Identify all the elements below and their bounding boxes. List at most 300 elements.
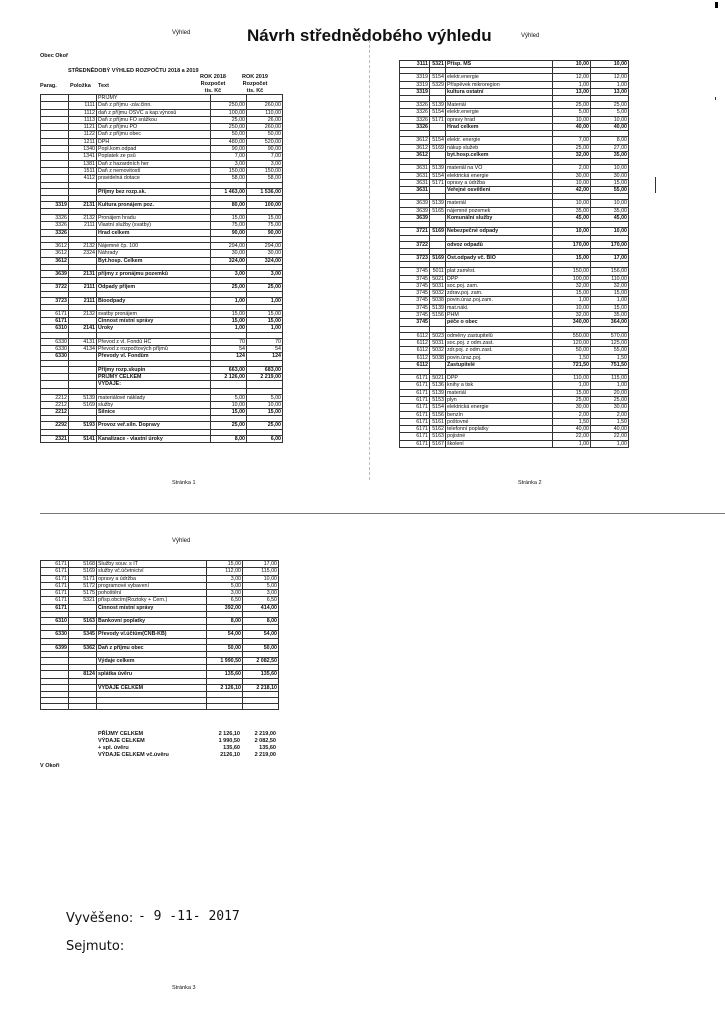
table-row [41, 310, 283, 317]
cell-2018: 50,00 [207, 644, 243, 651]
cell-polozka: 2111 [69, 284, 97, 291]
cell-2019: 2 082,50 [243, 657, 279, 664]
table-row [400, 144, 629, 151]
cell-text [97, 703, 207, 709]
cell-parag: 6112 [400, 354, 430, 361]
page1-number: Stránka 1 [172, 480, 196, 486]
cell-parag: 6171 [400, 433, 430, 440]
cell-2018: 1,00 [211, 325, 247, 332]
cell-2018: 10,00 [553, 304, 591, 311]
cell-text: Daň z příjmu obec [97, 131, 211, 138]
table-row [400, 61, 629, 68]
cell-polozka: 5038 [430, 297, 446, 304]
cell-text: Převody vl.účtům(ČNB-KB) [97, 631, 207, 638]
cell-parag [41, 124, 69, 131]
cell-2019: 15,00 [591, 179, 629, 186]
column-divider [369, 40, 370, 480]
cell-2019: 40,00 [591, 124, 629, 131]
cell-text: Přísp. MŠ [446, 61, 553, 68]
page-header-right: Výhled [521, 33, 540, 39]
cell-2018: 15,00 [207, 561, 243, 568]
cell-2019 [247, 381, 283, 388]
cell-2018: 15,00 [553, 254, 591, 261]
cell-parag: 6330 [41, 353, 69, 360]
table-row [41, 270, 283, 277]
cell-polozka: 5162 [430, 426, 446, 433]
cell-2018: 1,00 [211, 297, 247, 304]
cell-text: opravy hrad [446, 116, 553, 123]
cell-parag [41, 109, 69, 116]
table-row [41, 243, 283, 250]
cell-polozka: 5169 [430, 254, 446, 261]
table-row [41, 684, 279, 691]
cell-2019: 124 [247, 353, 283, 360]
cell-polozka: 5154 [430, 109, 446, 116]
cell-text: VÝDAJE CELKEM [97, 684, 207, 691]
cell-text: soc.poj. zam. [446, 282, 553, 289]
cell-polozka: 1122 [69, 131, 97, 138]
cell-parag: 3745 [400, 319, 430, 326]
table-row [41, 153, 283, 160]
cell-parag [41, 366, 69, 373]
cell-polozka: 5156 [430, 411, 446, 418]
summary-block [98, 731, 288, 759]
cell-2018: 120,00 [553, 339, 591, 346]
table-row [400, 74, 629, 81]
table-row [41, 644, 279, 651]
cell-parag: 3326 [41, 215, 69, 222]
cell-2018: 2,00 [553, 411, 591, 418]
table-row [400, 109, 629, 116]
cell-parag: 2321 [41, 435, 69, 442]
table-row [400, 332, 629, 339]
cell-polozka: 5321 [69, 597, 97, 604]
cell-2019: 25,00 [247, 284, 283, 291]
cell-2018: 40,00 [553, 124, 591, 131]
cell-2019: 27,00 [591, 144, 629, 151]
table-row [41, 160, 283, 167]
cell-2018: 110,00 [553, 375, 591, 382]
table-row [400, 347, 629, 354]
cell-parag: 6171 [400, 382, 430, 389]
cell-text: poštovné [446, 418, 553, 425]
cell-2019: 135,60 [243, 671, 279, 678]
cell-text: materiál na VO [446, 165, 553, 172]
cell-2018: 80,00 [211, 201, 247, 208]
cell-2018: 10,00 [553, 179, 591, 186]
cell-2019: 15,00 [247, 215, 283, 222]
cell-2018: 1,00 [553, 382, 591, 389]
cell-text: přísp.obcím(Roztoky + Čern.) [97, 597, 207, 604]
cell-polozka [69, 373, 97, 380]
cell-parag: 6171 [400, 389, 430, 396]
cell-2018: 58,00 [211, 175, 247, 182]
cell-polozka: 5139 [430, 389, 446, 396]
cell-2019: 90,00 [247, 229, 283, 236]
table-row [41, 102, 283, 109]
cell-text: Převody vl. Fondům [97, 353, 211, 360]
cell-text: mat.nákl. [446, 304, 553, 311]
cell-parag: 6310 [41, 325, 69, 332]
cell-2019 [243, 703, 279, 709]
cell-2018: 1,50 [553, 418, 591, 425]
table-row [41, 657, 279, 664]
cell-parag: 2212 [41, 394, 69, 401]
cell-2018: 112,00 [207, 568, 243, 575]
cell-parag: 6112 [400, 361, 430, 368]
cell-2018: 30,00 [211, 250, 247, 257]
cell-text: VÝDAJE: [97, 381, 211, 388]
cell-polozka [69, 366, 97, 373]
cell-parag: 2212 [41, 409, 69, 416]
table-row [400, 319, 629, 326]
cell-polozka: 5141 [69, 435, 97, 442]
cell-text: elektr.energie [446, 74, 553, 81]
cell-polozka: 5139 [430, 102, 446, 109]
cell-text: školení [446, 440, 553, 447]
cell-parag: 6330 [41, 346, 69, 353]
table-row [400, 275, 629, 282]
posted-label: Vyvěšeno: [66, 911, 134, 926]
cell-text: byt.hosp.celkem [446, 151, 553, 158]
cell-polozka: 5165 [430, 207, 446, 214]
cell-text: Náhrady [97, 250, 211, 257]
cell-2018: 54 [211, 346, 247, 353]
cell-2019: 2 219,00 [247, 373, 283, 380]
cell-parag [41, 188, 69, 195]
table-row [41, 188, 283, 195]
cell-2019: 2 218,10 [243, 684, 279, 691]
cell-2019: 20,00 [591, 389, 629, 396]
table-row [400, 304, 629, 311]
cell-2019: 13,00 [591, 88, 629, 95]
cell-2018: 54,00 [207, 631, 243, 638]
cell-2018: 25,00 [211, 422, 247, 429]
cell-polozka [69, 257, 97, 264]
table-row [41, 631, 279, 638]
cell-2018: 663,00 [211, 366, 247, 373]
table-row [41, 318, 283, 325]
cell-parag: 3723 [41, 297, 69, 304]
cell-polozka [430, 124, 446, 131]
cell-text: povin.úraz.poj. [446, 354, 553, 361]
cell-2019: 1,00 [591, 297, 629, 304]
cell-2018: 22,00 [553, 433, 591, 440]
page3-number: Stránka 3 [172, 985, 196, 991]
page-header-left: Výhled [172, 30, 191, 36]
table-row [41, 671, 279, 678]
cell-polozka [69, 229, 97, 236]
cell-2019: 3,00 [247, 270, 283, 277]
cell-2018: 15,00 [553, 389, 591, 396]
cell-parag: 3319 [400, 88, 430, 95]
cell-parag [41, 167, 69, 174]
cell-2018: 5,00 [211, 394, 247, 401]
cell-2018: 30,00 [553, 172, 591, 179]
cell-2019: 10,00 [591, 200, 629, 207]
cell-2019: 7,00 [247, 153, 283, 160]
cell-2019: 35,00 [591, 312, 629, 319]
cell-text: kultura ostatní [446, 88, 553, 95]
cell-polozka [69, 409, 97, 416]
table-row [41, 167, 283, 174]
cell-text: Odpady příjem [97, 284, 211, 291]
cell-2019: 1,50 [591, 418, 629, 425]
cell-text: opravy a údržba [97, 575, 207, 582]
cell-polozka: 5139 [430, 304, 446, 311]
cell-polozka: 5169 [69, 568, 97, 575]
cell-2018: 1,00 [553, 440, 591, 447]
cell-parag: 6171 [41, 575, 69, 582]
cell-2018 [207, 703, 243, 709]
table-row [41, 394, 283, 401]
cell-2018: 6,50 [207, 597, 243, 604]
table-row [400, 290, 629, 297]
cell-text: Příspěvek mikroregion [446, 81, 553, 88]
cell-parag: 6112 [400, 347, 430, 354]
table-row [400, 361, 629, 368]
cell-2019: 50,00 [243, 644, 279, 651]
cell-polozka: 1381 [69, 160, 97, 167]
cell-polozka: 2324 [69, 250, 97, 257]
table-row [400, 241, 629, 248]
cell-parag: 6171 [41, 568, 69, 575]
cell-2019: 10,00 [591, 116, 629, 123]
margin-mark [655, 177, 656, 193]
cell-2019: 15,00 [247, 310, 283, 317]
summary-row: VÝDAJE CELKEM vč.úvěru 2126,10 2 219,00 [98, 752, 276, 758]
cell-text: povin.úraz.poj.zam. [446, 297, 553, 304]
cell-polozka: 5167 [430, 440, 446, 447]
table-row [400, 116, 629, 123]
cell-2018: 480,00 [211, 138, 247, 145]
table-row [41, 373, 283, 380]
cell-2019: 70 [247, 338, 283, 345]
cell-2019: 100,00 [247, 201, 283, 208]
cell-text: Materiál [446, 102, 553, 109]
cell-parag [41, 671, 69, 678]
cell-2019: 1,00 [247, 325, 283, 332]
cell-text: programové vybavení [97, 582, 207, 589]
cell-polozka [69, 318, 97, 325]
cell-2018: 10,00 [553, 61, 591, 68]
margin-dot [715, 97, 716, 100]
cell-2018: 3,00 [211, 160, 247, 167]
table-row [400, 102, 629, 109]
cell-2019: 115,00 [243, 568, 279, 575]
cell-polozka: 4112 [69, 175, 97, 182]
cell-2018: 42,00 [553, 187, 591, 194]
page-title: Návrh střednědobého výhledu [247, 26, 492, 45]
table-row [400, 375, 629, 382]
table-row [41, 618, 279, 625]
cell-polozka [430, 319, 446, 326]
cell-2018: 32,00 [553, 282, 591, 289]
cell-2018 [211, 381, 247, 388]
budget-table-page1 [40, 94, 283, 443]
cell-text: Bioodpady [97, 297, 211, 304]
cell-polozka: 1113 [69, 116, 97, 123]
cell-2019: 1,00 [591, 382, 629, 389]
cell-parag [41, 373, 69, 380]
cell-2019: 10,00 [243, 575, 279, 582]
corner-mark [715, 2, 718, 8]
table-row [400, 418, 629, 425]
cell-text: Daň z příjmu -záv.činn. [97, 102, 211, 109]
cell-2019: 26,00 [247, 116, 283, 123]
cell-parag: 3326 [400, 116, 430, 123]
cell-2018: 2 126,00 [211, 373, 247, 380]
cell-text: nájemné pozemek [446, 207, 553, 214]
cell-text: Příjmy bez rozp.sk. [97, 188, 211, 195]
cell-text: Nájemné čp. 100 [97, 243, 211, 250]
cell-polozka [430, 187, 446, 194]
cell-parag: 3745 [400, 275, 430, 282]
cell-polozka [69, 95, 97, 102]
cell-polozka: 5154 [430, 74, 446, 81]
cell-polozka: 1340 [69, 146, 97, 153]
cell-2018: 32,00 [553, 312, 591, 319]
cell-2019: 751,50 [591, 361, 629, 368]
cell-2019: 5,00 [591, 109, 629, 116]
cell-2018: 10,00 [211, 401, 247, 408]
table-row [400, 207, 629, 214]
table-row [41, 435, 283, 442]
cell-2019: 683,00 [247, 366, 283, 373]
cell-parag: 3612 [41, 257, 69, 264]
cell-polozka [430, 88, 446, 95]
cell-parag: 6171 [400, 411, 430, 418]
table-row [41, 175, 283, 182]
cell-parag: 6171 [41, 310, 69, 317]
cell-2018: 15,00 [211, 409, 247, 416]
cell-2019: 156,00 [591, 268, 629, 275]
table-row [41, 422, 283, 429]
cell-text: elektr. energie [446, 137, 553, 144]
cell-2018: 2,00 [553, 165, 591, 172]
cell-2018: 13,00 [553, 88, 591, 95]
cell-polozka: 5171 [430, 179, 446, 186]
cell-text: Kanalizace - vlastní úroky [97, 435, 211, 442]
cell-polozka: 5169 [69, 401, 97, 408]
cell-polozka [430, 241, 446, 248]
cell-2019: 8,00 [243, 618, 279, 625]
col-header-parag: Parag. [40, 83, 57, 89]
cell-text: plat zaměst. [446, 268, 553, 275]
cell-2019: 15,00 [247, 318, 283, 325]
cell-text: PŘÍJMY [97, 95, 211, 102]
cell-2018: 324,00 [211, 257, 247, 264]
table-row [41, 597, 279, 604]
table-row [41, 297, 283, 304]
table-row [400, 426, 629, 433]
cell-text: Kultura pronájem poz. [97, 201, 211, 208]
cell-text: odměny zastupitelů [446, 332, 553, 339]
cell-text: pohoštění [97, 590, 207, 597]
org-name: Obec Okoř [40, 53, 69, 59]
cell-2019: 110,00 [247, 109, 283, 116]
cell-polozka: 5154 [430, 172, 446, 179]
cell-text: Činnost místní správy [97, 604, 207, 611]
table-row [400, 151, 629, 158]
cell-parag: 3723 [400, 254, 430, 261]
table-row [400, 268, 629, 275]
table-row [41, 381, 283, 388]
table-row [400, 440, 629, 447]
cell-parag: 3612 [400, 151, 430, 158]
cell-2018: 1,50 [553, 354, 591, 361]
cell-2019: 55,00 [591, 187, 629, 194]
cell-parag [41, 102, 69, 109]
table-row [41, 109, 283, 116]
cell-parag [41, 95, 69, 102]
table-row [41, 201, 283, 208]
table-row [400, 88, 629, 95]
cell-2019: 30,00 [247, 250, 283, 257]
cell-text: Služby souv. s IT [97, 561, 207, 568]
table-row [41, 353, 283, 360]
cell-parag: 3111 [400, 61, 430, 68]
cell-2019: 12,00 [591, 74, 629, 81]
cell-parag: 3631 [400, 187, 430, 194]
cell-polozka: 5031 [430, 339, 446, 346]
removed-label: Sejmuto: [66, 939, 125, 954]
cell-polozka: 5163 [69, 618, 97, 625]
cell-parag: 6171 [400, 426, 430, 433]
cell-text: Zastupitelé [446, 361, 553, 368]
table-row [41, 116, 283, 123]
cell-text: plyn [446, 396, 553, 403]
cell-text: Daň z příjmu FO srážkou [97, 116, 211, 123]
cell-polozka: 2132 [69, 215, 97, 222]
cell-polozka: 5023 [430, 332, 446, 339]
cell-2018: 3,00 [211, 270, 247, 277]
cell-2019: 15,00 [247, 409, 283, 416]
cell-text: splátka úvěru [97, 671, 207, 678]
table-row [41, 401, 283, 408]
cell-2019: 110,00 [591, 275, 629, 282]
cell-parag: 3326 [400, 124, 430, 131]
cell-polozka: 5169 [430, 144, 446, 151]
cell-2019: 25,00 [247, 422, 283, 429]
cell-polozka [69, 381, 97, 388]
cell-2018: 32,00 [553, 151, 591, 158]
table-row [400, 312, 629, 319]
cell-text: materiál [446, 200, 553, 207]
cell-2019: 260,00 [247, 102, 283, 109]
cell-parag [41, 116, 69, 123]
cell-parag: 3326 [41, 229, 69, 236]
cell-2019: 3,00 [243, 590, 279, 597]
table-row [41, 284, 283, 291]
cell-text: Byt.hosp. Celkem [97, 257, 211, 264]
cell-polozka: 5329 [430, 81, 446, 88]
table-row [41, 229, 283, 236]
cell-text: Daň z hazardních her [97, 160, 211, 167]
cell-2018: 721,50 [553, 361, 591, 368]
cell-polozka: 2141 [69, 325, 97, 332]
cell-2019: 520,00 [247, 138, 283, 145]
cell-parag: 6171 [41, 590, 69, 597]
table-row [41, 582, 279, 589]
cell-parag: 3326 [400, 102, 430, 109]
cell-parag: 3326 [41, 222, 69, 229]
table-row [41, 568, 279, 575]
page2-number: Stránka 2 [518, 480, 542, 486]
page3-header: Výhled [172, 538, 191, 544]
cell-text: péče o obec [446, 319, 553, 326]
cell-2019: 32,00 [591, 282, 629, 289]
